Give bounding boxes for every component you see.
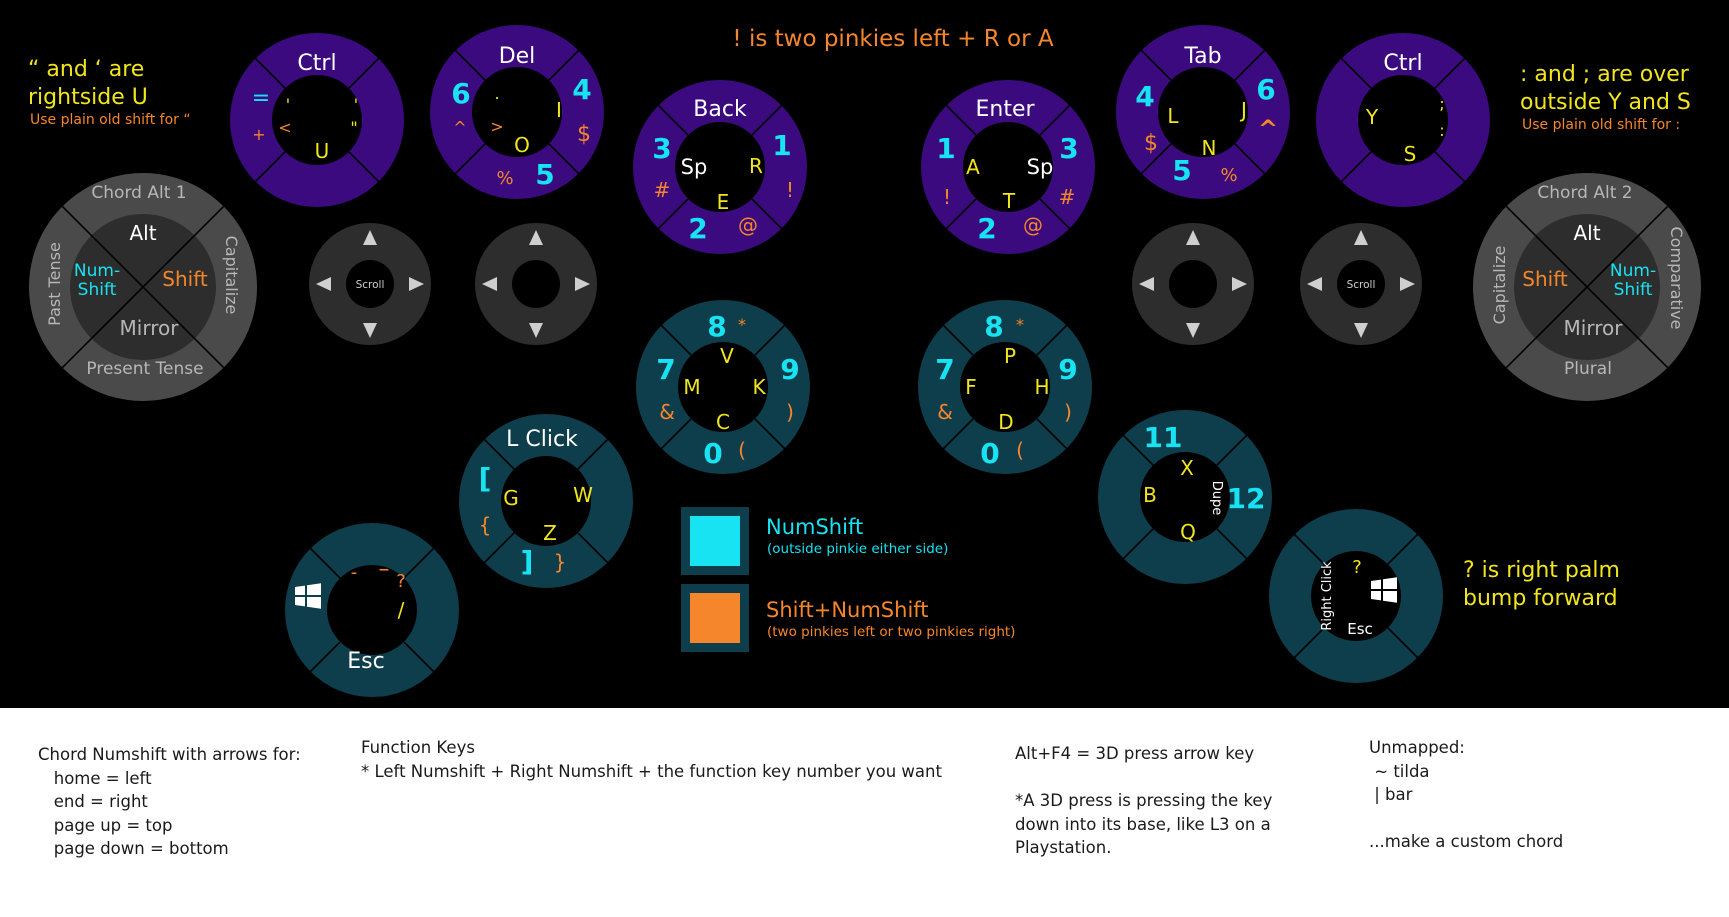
num-left-rparen: ) <box>786 400 794 424</box>
note-line: Alt+F4 = 3D press arrow key <box>1015 744 1255 763</box>
back-r: R <box>749 154 763 178</box>
tab-label: Tab <box>1184 44 1222 69</box>
num-left-7: 7 <box>656 353 676 386</box>
num-left-lparen: ( <box>738 438 746 462</box>
key-tab[interactable] <box>1116 25 1290 199</box>
notes-function-keys <box>361 736 942 783</box>
tab-n: N <box>1201 136 1217 160</box>
left-note-line2: rightside U <box>28 85 148 110</box>
dpad-right-scroll-label: Scroll <box>1346 279 1376 291</box>
ctrl-left-label: Ctrl <box>297 51 337 76</box>
note-line: ~ tilda <box>1369 761 1430 781</box>
tab-num-6: 6 <box>1256 73 1276 106</box>
num-right-lparen: ( <box>1016 438 1024 462</box>
l-click-rbracket: ] <box>520 545 534 578</box>
ctrl-left-lt: < <box>278 118 292 137</box>
key-esc-left[interactable] <box>285 523 459 697</box>
l-click-rbrace: } <box>553 550 567 574</box>
chord-alt-2-numshift-2: Shift <box>1613 280 1653 300</box>
num-right-7: 7 <box>935 353 955 386</box>
del-num-6: 6 <box>451 77 471 110</box>
back-num-3: 3 <box>652 132 672 165</box>
note-line: page up = top <box>38 815 173 835</box>
key-12-label: 12 <box>1226 482 1266 515</box>
note-line: home = left <box>38 768 152 788</box>
esc-left-dash: – <box>378 557 390 582</box>
chord-alt-2-capitalize: Capitalize <box>1490 245 1509 325</box>
note-line: Chord Numshift with arrows for: <box>38 745 301 764</box>
key-chord-alt-1[interactable] <box>29 173 257 401</box>
num-right-h: H <box>1034 375 1050 399</box>
tab-num-4: 4 <box>1135 80 1155 113</box>
chord-alt-1-capitalize: Capitalize <box>222 235 241 315</box>
right-click-label: Right Click <box>1320 561 1335 631</box>
note-line: Unmapped: <box>1369 738 1465 757</box>
top-note: ! is two pinkies left + R or A <box>732 26 1054 52</box>
enter-bang: ! <box>942 185 952 209</box>
num-right-8: 8 <box>984 310 1004 343</box>
del-num-5: 5 <box>535 158 555 191</box>
num-right-asterisk: * <box>1016 315 1024 334</box>
legend-shift-numshift-swatch <box>690 593 740 643</box>
key-enter[interactable] <box>921 80 1095 254</box>
ctrl-right-semicolon: ; <box>1439 94 1445 113</box>
dpad-left-scroll-label: Scroll <box>355 279 385 291</box>
note-line <box>1015 766 1272 790</box>
l-click-w: W <box>573 483 593 507</box>
enter-at: @ <box>1023 213 1043 237</box>
ctrl-right-s: S <box>1403 142 1417 166</box>
back-bang: ! <box>785 178 795 202</box>
right-note-line1: : and ; are over <box>1520 62 1689 87</box>
chord-alt-1-past-tense: Past Tense <box>45 242 64 326</box>
legend-shift-numshift-sub: (two pinkies left or two pinkies right) <box>767 624 1016 640</box>
chord-alt-1-label: Chord Alt 1 <box>91 183 187 203</box>
del-dollar: $ <box>577 122 591 147</box>
right-note-line2: outside Y and S <box>1520 90 1691 115</box>
enter-space: Sp <box>1026 155 1054 179</box>
note-line: Playstation. <box>1015 838 1112 857</box>
key-del[interactable] <box>430 25 604 199</box>
right-click-question: ? <box>1352 557 1362 578</box>
tab-percent: % <box>1220 165 1238 186</box>
key-back[interactable] <box>633 80 807 254</box>
note-line: * Left Numshift + Right Numshift + the function key number you want <box>361 761 942 781</box>
left-note-sub: Use plain old shift for “ <box>30 112 191 128</box>
num-left-8: 8 <box>707 310 727 343</box>
ctrl-left-quote: " <box>350 118 358 137</box>
enter-hash: # <box>1058 185 1076 209</box>
tab-l: L <box>1167 104 1179 128</box>
esc-left-minus: - <box>350 562 358 583</box>
num-left-c: C <box>716 410 730 434</box>
dpad-right-scroll[interactable] <box>1300 223 1422 345</box>
tab-dollar: $ <box>1144 131 1158 156</box>
key-num-left[interactable] <box>636 300 810 474</box>
del-i: I <box>556 98 562 122</box>
notes-numshift-arrows <box>38 743 301 861</box>
chord-alt-1-numshift-1: Num- <box>73 261 121 281</box>
legend-numshift-title: NumShift <box>766 515 864 539</box>
key-ctrl-left[interactable] <box>230 33 404 207</box>
note-line: | bar <box>1369 785 1413 804</box>
key-chord-alt-2[interactable] <box>1473 173 1701 401</box>
key-11-q: Q <box>1180 520 1196 544</box>
note-line: *A 3D press is pressing the key <box>1015 791 1273 810</box>
back-num-2: 2 <box>688 212 708 245</box>
tab-caret: ^ <box>1257 115 1279 143</box>
ctrl-right-y: Y <box>1365 105 1379 129</box>
legend-numshift-sub: (outside pinkie either side) <box>767 541 949 557</box>
chord-alt-1-shift: Shift <box>162 267 208 291</box>
notes-alt-f4 <box>1015 742 1272 860</box>
note-line: end = right <box>38 792 148 811</box>
num-right-d: D <box>998 410 1014 434</box>
note-line: page down = bottom <box>38 839 229 858</box>
note-line: down into its base, like L3 on a <box>1015 814 1271 834</box>
del-gt: > <box>490 117 504 136</box>
key-11-x: X <box>1180 456 1194 480</box>
dpad-left-arrows[interactable] <box>475 223 597 345</box>
del-percent: % <box>496 168 514 189</box>
chord-alt-1-numshift-2: Shift <box>77 280 117 300</box>
tab-num-5: 5 <box>1172 154 1192 187</box>
palm-note-line2: bump forward <box>1463 586 1618 611</box>
notes-unmapped <box>1369 736 1563 854</box>
back-label: Back <box>693 97 747 122</box>
chord-alt-2-mirror: Mirror <box>1563 316 1623 340</box>
ctrl-left-plus: + <box>252 125 266 144</box>
num-left-v: V <box>720 344 734 368</box>
num-right-f: F <box>965 375 977 399</box>
ctrl-left-apos-right: ' <box>353 95 359 114</box>
num-right-ampersand: & <box>937 400 953 424</box>
enter-label: Enter <box>975 97 1035 122</box>
num-left-0: 0 <box>703 437 723 470</box>
chord-alt-2-numshift-1: Num- <box>1609 261 1657 281</box>
del-caret: ^ <box>453 118 467 137</box>
legend-shift-numshift-title: Shift+NumShift <box>766 598 929 622</box>
l-click-z: Z <box>543 521 557 545</box>
chord-alt-1-mirror: Mirror <box>119 316 179 340</box>
note-line: ...make a custom chord <box>1369 832 1564 851</box>
ctrl-left-equals: = <box>251 86 271 111</box>
chord-alt-2-plural: Plural <box>1564 359 1612 379</box>
note-line: Function Keys <box>361 738 475 757</box>
key-l-click[interactable] <box>459 414 633 588</box>
del-num-4: 4 <box>572 73 592 106</box>
back-space: Sp <box>680 155 708 179</box>
chord-alt-1-alt: Alt <box>129 221 157 245</box>
del-label: Del <box>498 44 536 69</box>
left-note-line1: “ and ‘ are <box>28 57 145 82</box>
del-o: O <box>514 133 530 157</box>
ctrl-right-label: Ctrl <box>1383 51 1423 76</box>
num-right-9: 9 <box>1058 353 1078 386</box>
esc-left-slash: / <box>397 598 405 622</box>
back-at: @ <box>738 213 758 237</box>
ctrl-left-apos-left: ' <box>285 95 291 114</box>
chord-alt-2-alt: Alt <box>1573 221 1601 245</box>
note-line <box>1369 807 1563 831</box>
right-note-sub: Use plain old shift for : <box>1522 117 1681 133</box>
ctrl-right-colon: : <box>1439 121 1445 140</box>
enter-num-2: 2 <box>977 212 997 245</box>
key-11-b: B <box>1143 483 1157 507</box>
key-right-click[interactable] <box>1269 509 1443 683</box>
num-left-ampersand: & <box>659 400 675 424</box>
enter-a: A <box>966 155 980 179</box>
esc-left-label: Esc <box>347 649 385 674</box>
key-num-11-12[interactable] <box>1098 410 1272 584</box>
num-left-m: M <box>683 375 701 399</box>
enter-num-3: 3 <box>1059 132 1079 165</box>
back-e: E <box>716 190 730 214</box>
key-num-right[interactable] <box>918 300 1092 474</box>
legend-numshift-swatch <box>690 516 740 566</box>
back-hash: # <box>653 178 671 202</box>
enter-t: T <box>1002 189 1016 213</box>
palm-note-line1: ? is right palm <box>1463 558 1620 583</box>
num-right-0: 0 <box>980 437 1000 470</box>
num-right-rparen: ) <box>1064 400 1072 424</box>
num-left-asterisk: * <box>738 315 746 334</box>
dpad-left-scroll[interactable] <box>309 223 431 345</box>
l-click-g: G <box>503 486 519 510</box>
num-left-k: K <box>752 375 766 399</box>
tab-j: J <box>1241 98 1247 122</box>
ctrl-left-u: U <box>314 139 330 163</box>
dpad-right-arrows[interactable] <box>1132 223 1254 345</box>
chord-alt-2-shift: Shift <box>1522 267 1568 291</box>
key-11-dupe: Dupe <box>1209 480 1224 516</box>
key-11-label: 11 <box>1143 421 1183 454</box>
enter-num-1: 1 <box>936 132 956 165</box>
l-click-label: L Click <box>506 427 578 452</box>
back-num-1: 1 <box>772 129 792 162</box>
notes-panel <box>0 708 1729 917</box>
right-click-esc: Esc <box>1347 620 1373 638</box>
l-click-lbrace: { <box>478 513 492 537</box>
del-period: . <box>494 84 500 103</box>
num-left-9: 9 <box>780 353 800 386</box>
key-ctrl-right[interactable] <box>1316 33 1490 207</box>
esc-left-question: ? <box>396 571 406 592</box>
chord-alt-2-comparative: Comparative <box>1667 226 1686 330</box>
num-right-p: P <box>1003 344 1017 368</box>
l-click-lbracket: [ <box>478 462 492 495</box>
chord-alt-2-label: Chord Alt 2 <box>1537 183 1633 203</box>
chord-alt-1-present-tense: Present Tense <box>86 359 204 379</box>
